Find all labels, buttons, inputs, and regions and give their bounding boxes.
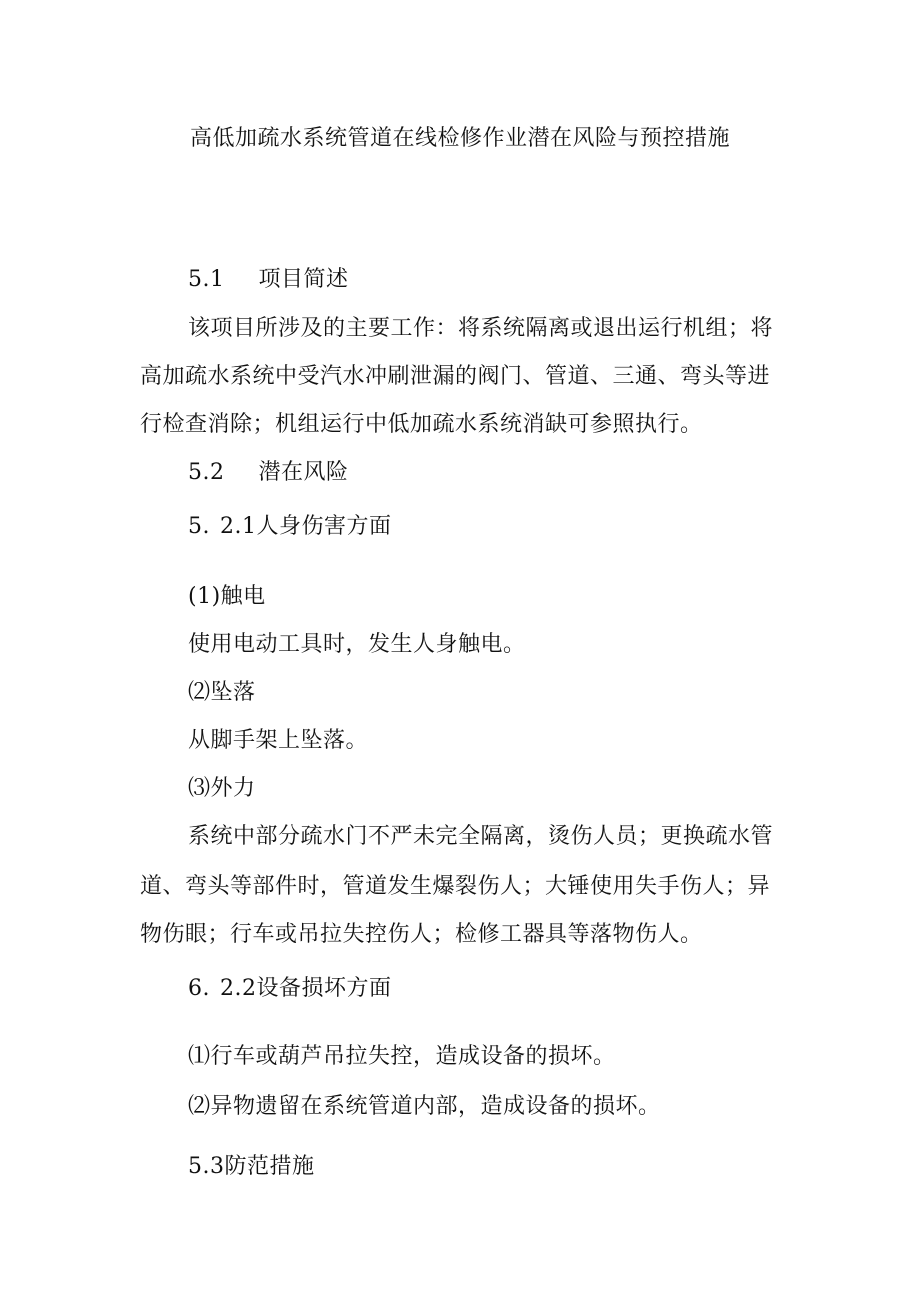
list-item-body: 从脚手架上坠落。 (188, 728, 369, 753)
list-item-body: 物伤眼；行车或吊拉失控伤人；检修工器具等落物伤人。 (140, 922, 703, 947)
list-item-label: ⑶外力 (188, 776, 256, 801)
list-item-label: ⑵坠落 (188, 680, 256, 705)
section-number: 5. (188, 514, 210, 539)
paragraph-line: 该项目所涉及的主要工作：将系统隔离或退出运行机组；将 (188, 316, 774, 341)
section-5-1-heading (188, 265, 349, 295)
list-item-body: 道、弯头等部件时，管道发生爆裂伤人；大锤使用失手伤人；异 (140, 874, 771, 899)
list-item: ⑴行车或葫芦吊拉失控，造成设备的损坏。 (188, 1044, 616, 1069)
list-item: ⑵异物遗留在系统管道内部，造成设备的损坏。 (188, 1094, 661, 1119)
section-5-2-heading (188, 458, 349, 488)
section-number: 5.2 (188, 460, 225, 485)
section-5-2-1-heading (188, 512, 392, 542)
section-5-3-heading: 5.3防范措施 (188, 1154, 315, 1179)
section-number: 6. (188, 976, 210, 1001)
paragraph-line: 行检查消除；机组运行中低加疏水系统消缺可参照执行。 (140, 412, 703, 437)
list-item-body: 使用电动工具时，发生人身触电。 (188, 632, 526, 657)
list-item-body: 系统中部分疏水门不严未完全隔离，烫伤人员；更换疏水管 (188, 824, 774, 849)
section-number: 5.1 (188, 267, 225, 292)
section-heading-text: 2.1人身伤害方面 (220, 514, 392, 539)
list-item-label: (1)触电 (188, 584, 266, 609)
section-heading-text: 2.2设备损坏方面 (220, 976, 392, 1001)
document-title: 高低加疏水系统管道在线检修作业潜在风险与预控措施 (189, 126, 730, 151)
paragraph-line: 高加疏水系统中受汽水冲刷泄漏的阀门、管道、三通、弯头等进 (140, 364, 771, 389)
section-heading-text: 项目简述 (258, 267, 349, 292)
section-6-2-2-heading (188, 974, 392, 1004)
section-heading-text: 潜在风险 (258, 460, 349, 485)
